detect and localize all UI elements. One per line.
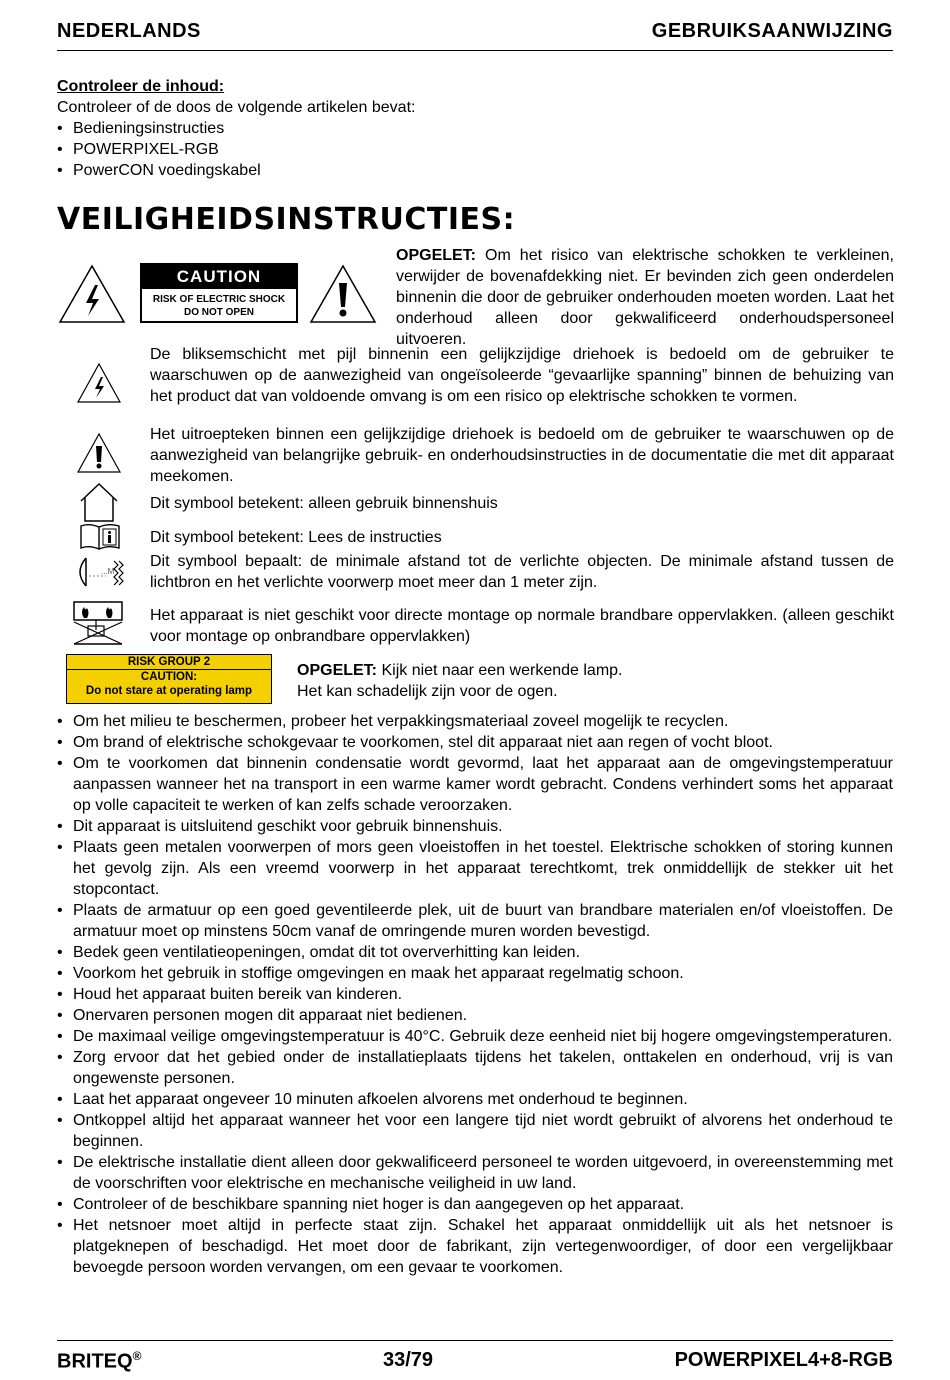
exclamation-triangle-icon [308, 263, 378, 325]
symbol-instructions-text: Dit symbool betekent: Lees de instructies [150, 529, 442, 546]
contents-section [57, 76, 893, 181]
footer-model: POWERPIXEL4+8-RGB [674, 1349, 893, 1371]
caution-label [140, 263, 298, 323]
header-language: NEDERLANDS [57, 20, 201, 42]
list-item: • De maximaal veilige omgevingstemperatuur is 40°C. Gebruik deze eenheid niet bij hogere omgevingstemperaturen. [57, 1026, 893, 1047]
risk-group-caution: CAUTION: [140, 671, 198, 683]
list-item: • POWERPIXEL-RGB [57, 139, 893, 160]
list-item: • Dit apparaat is uitsluitend geschikt voor gebruik binnenshuis. [57, 816, 893, 837]
caution-label-line1: RISK OF ELECTRIC SHOCK [152, 294, 286, 305]
lamp-warning [297, 660, 894, 702]
list-item: • Onervaren personen mogen dit apparaat niet bedienen. [57, 1005, 893, 1026]
list-item: • Het netsnoer moet altijd in perfecte staat zijn. Schakel het apparaat onmiddellijk uit als het netsnoer is platgeknepen of beschadigd. Het moet door de fabrikant, zijn vertegenwoordiger, of door een vergelijkbaar bevoegde persoon worden vervangen, om een gevaar te voorkomen. [57, 1215, 893, 1278]
caution-text [396, 245, 894, 350]
symbol-lightning-text: De bliksemschicht met pijl binnenin een gelijkzijdige driehoek is bedoeld om de gebruiker te waarschuwen op de aanwezigheid van ongeïsoleerde “gevaarlijke spanning” binnen de behuizing van het product dat van voldoende omvang is om een risico op elektrische schokken te vormen. [150, 346, 894, 405]
header-title: GEBRUIKSAANWIJZING [651, 20, 893, 42]
list-item: • Laat het apparaat ongeveer 10 minuten afkoelen alvorens met onderhoud te beginnen. [57, 1089, 893, 1110]
list-item: • Bedieningsinstructies [57, 118, 893, 139]
list-item: • Ontkoppel altijd het apparaat wanneer het voor een langere tijd niet wordt gebruikt of alvorens het onderhoud te beginnen. [57, 1110, 893, 1152]
exclamation-triangle-icon [76, 432, 122, 474]
risk-group-label [66, 654, 272, 704]
contents-intro: Controleer of de doos de volgende artikelen bevat: [57, 99, 416, 116]
caution-label-title: CAUTION [142, 265, 296, 289]
symbol-exclamation-text: Het uitroepteken binnen een gelijkzijdige driehoek is bedoeld om de gebruiker te waarschuwen op de aanwezigheid van belangrijke gebruik- en onderhoudsinstructies in de documentatie die met dit apparaat meekomen. [150, 426, 894, 485]
page-header [57, 20, 893, 51]
list-item: • De elektrische installatie dient alleen door gekwalificeerd personeel te worden uitgevoerd, in overeenstemming met de voorschriften voor elektrische en mechanische veiligheid in uw land. [57, 1152, 893, 1194]
lightning-triangle-icon [57, 263, 127, 325]
list-item: • Houd het apparaat buiten bereik van kinderen. [57, 984, 893, 1005]
lamp-warning-line1: Kijk niet naar een werkende lamp. [377, 662, 623, 679]
lamp-warning-label: OPGELET: [297, 662, 378, 679]
indoor-house-icon [77, 481, 121, 523]
list-item: • Bedek geen ventilatieopeningen, omdat dit tot oververhitting kan leiden. [57, 942, 893, 963]
list-item: • Voorkom het gebruik in stoffige omgevingen en maak het apparaat regelmatig schoon. [57, 963, 893, 984]
risk-group-title: RISK GROUP 2 [67, 655, 271, 670]
flammable-surface-icon [72, 600, 124, 646]
list-item: • PowerCON voedingskabel [57, 160, 893, 181]
distance-label: ...M [101, 567, 115, 576]
symbol-distance-text: Dit symbool bepaalt: de minimale afstand tot de verlichte objecten. De minimale afstand tussen de lichtbron en het verlichte voorwerp moet meer dan 1 meter zijn. [150, 553, 894, 591]
caution-text-body: Om het risico van elektrische schokken te verkleinen, verwijder de bovenafdekking niet. Er bevinden zich geen onderdelen binnenin die door de gebruiker onderhouden moeten worden. Laat het onderhoud alleen door gekwalificeerd onderhoudspersoneel uitvoeren. [396, 247, 894, 348]
list-item: • Om te voorkomen dat binnenin condensatie wordt gevormd, laat het apparaat aan de omgevingstemperatuur aanpassen wanneer het na transport in een warme kamer wordt gebracht. Condens verhindert soms het apparaat op volle capaciteit te werken of kan zelfs schade veroorzaken. [57, 753, 893, 816]
caution-label-line2: DO NOT OPEN [183, 307, 254, 318]
safety-bullet-list [57, 711, 893, 1278]
symbol-indoor-text: Dit symbool betekent: alleen gebruik binnenshuis [150, 495, 498, 512]
caution-text-label: OPGELET: [396, 247, 477, 264]
page-footer [57, 1340, 893, 1380]
list-item: • Plaats de armatuur op een goed geventileerde plek, uit de buurt van brandbare materialen en/of vloeistoffen. De armatuur moet op minstens 50cm vanaf de omringende muren worden bevestigd. [57, 900, 893, 942]
contents-heading: Controleer de inhoud: [57, 78, 225, 95]
list-item: • Om het milieu te beschermen, probeer het verpakkingsmateriaal zoveel mogelijk te recyclen. [57, 711, 893, 732]
minimum-distance-icon [72, 555, 124, 589]
symbol-flammable-text: Het apparaat is niet geschikt voor directe montage op normale brandbare oppervlakken. (alleen geschikt voor montage op onbrandbare oppervlakken) [150, 607, 894, 645]
list-item: • Plaats geen metalen voorwerpen of mors geen vloeistoffen in het toestel. Elektrische schokken of storing kunnen het gevolg zijn. Als een vreemd voorwerp in het apparaat terechtkomt, trek onmiddellijk de stekker uit het stopcontact. [57, 837, 893, 900]
list-item: • Zorg ervoor dat het gebied onder de installatieplaats tijdens het takelen, onttakelen en onderhoud, vrij is van ongewenste personen. [57, 1047, 893, 1089]
list-item: • Controleer of de beschikbare spanning niet hoger is dan aangegeven op het apparaat. [57, 1194, 893, 1215]
list-item: • Om brand of elektrische schokgevaar te voorkomen, stel dit apparaat niet aan regen of vocht bloot. [57, 732, 893, 753]
lightning-triangle-icon [76, 362, 122, 404]
risk-group-warning: Do not stare at operating lamp [85, 685, 253, 697]
page-number: 33/79 [382, 1349, 434, 1371]
lamp-warning-line2: Het kan schadelijk zijn voor de ogen. [297, 683, 558, 700]
read-instructions-icon [79, 523, 121, 551]
footer-brand: BRITEQ® [57, 1349, 142, 1373]
registered-mark: ® [132, 1349, 142, 1363]
contents-list [57, 118, 893, 181]
safety-title: VEILIGHEIDSINSTRUCTIES: [57, 202, 516, 237]
